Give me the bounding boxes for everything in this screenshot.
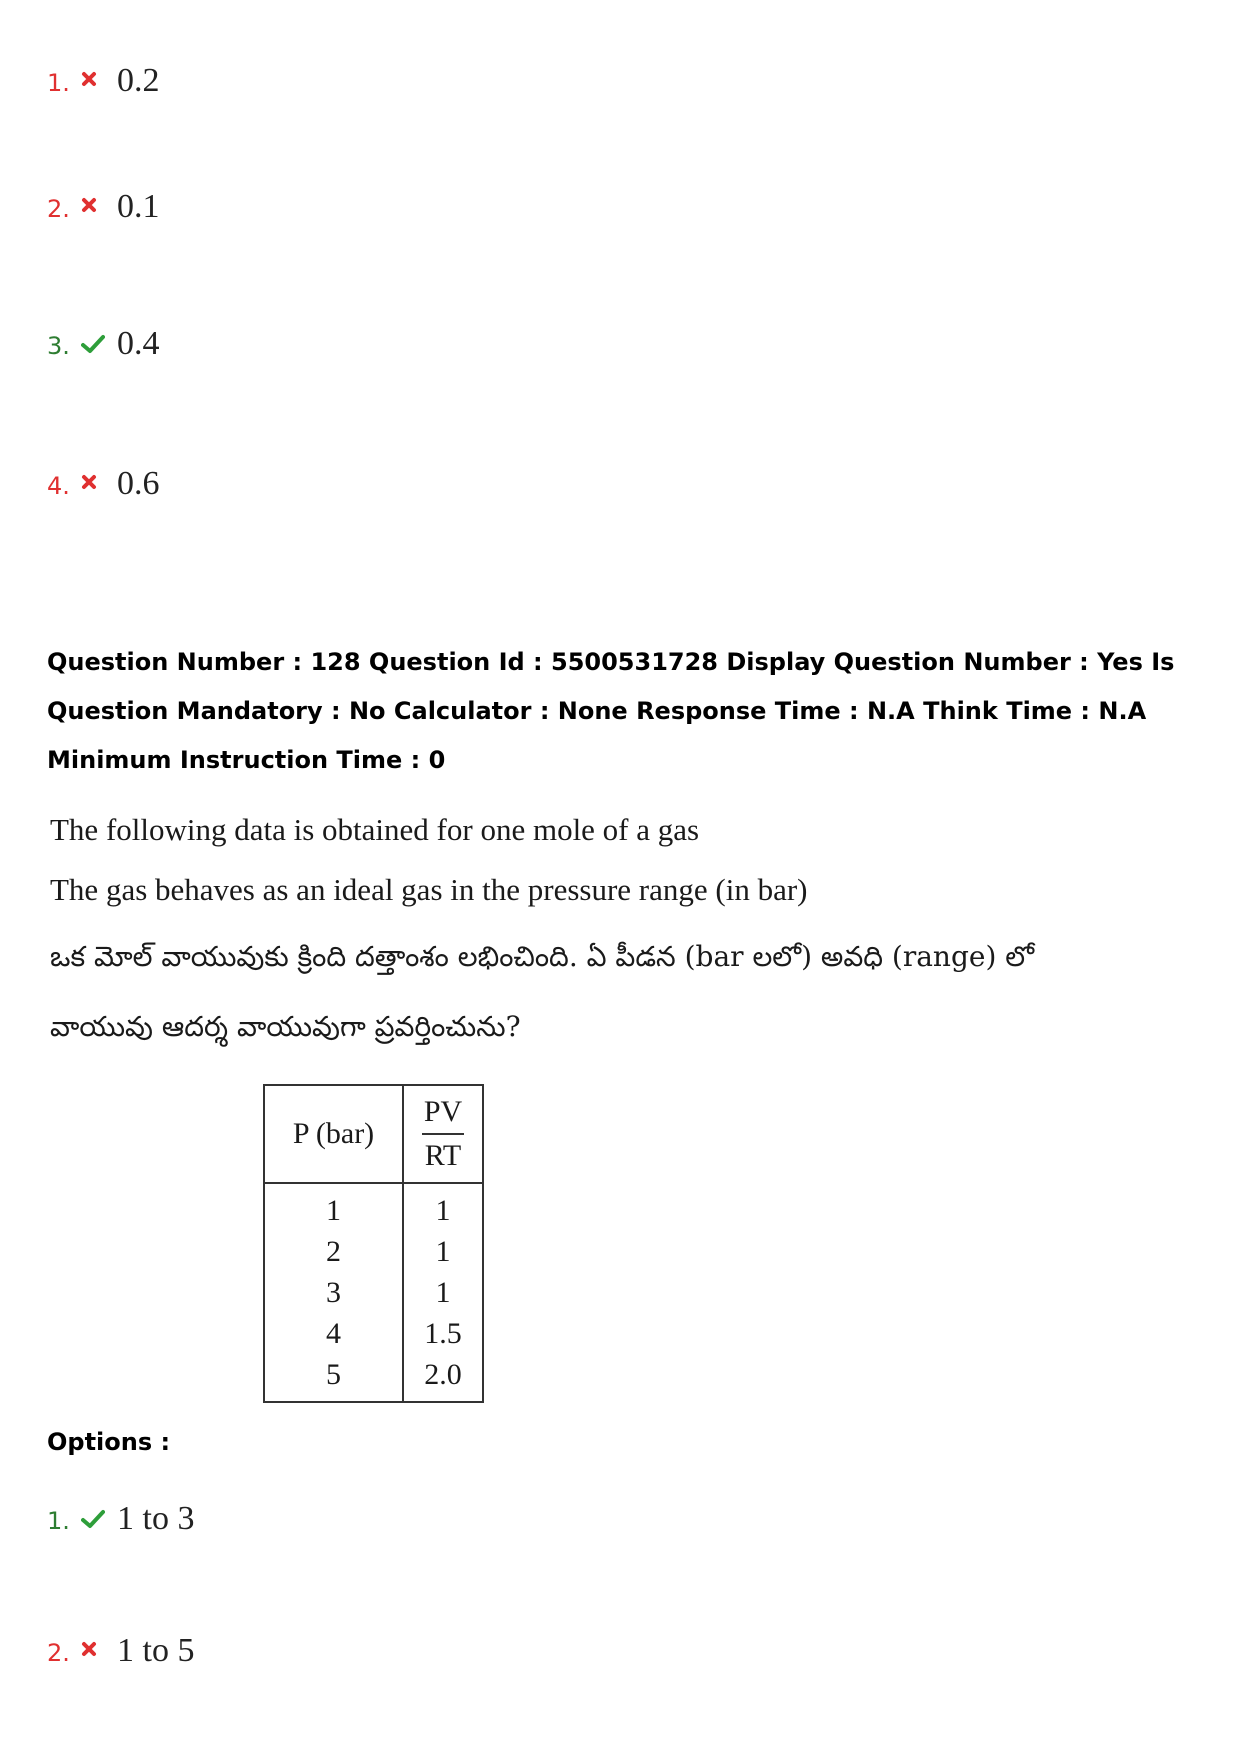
prev-option-4	[47, 465, 160, 503]
option-number: 1.	[47, 69, 70, 97]
fraction-numerator: PV	[422, 1095, 464, 1135]
table-row	[264, 1272, 483, 1313]
table-cell: 1	[403, 1231, 483, 1272]
check-icon	[81, 1509, 107, 1531]
option-number: 1.	[47, 1507, 70, 1535]
prev-option-2	[47, 188, 160, 226]
table-cell: 1.5	[403, 1313, 483, 1354]
fraction-denominator: RT	[424, 1139, 462, 1172]
option-value: 0.2	[117, 62, 160, 99]
option-2	[47, 1632, 194, 1670]
option-number: 4.	[47, 472, 70, 500]
question-line-3: ఒక మోల్ వాయువుకు క్రింది దత్తాంశం లభించింది. ఏ పీడన (bar లలో) అవధి (range) లో	[50, 940, 1035, 973]
table-cell: 4	[264, 1313, 403, 1354]
option-number: 3.	[47, 332, 70, 360]
table-header-pv-rt	[403, 1085, 483, 1183]
cross-icon	[81, 197, 107, 219]
option-value: 1 to 3	[117, 1500, 195, 1537]
table-cell: 3	[264, 1272, 403, 1313]
table-row	[264, 1183, 483, 1231]
table-cell: 1	[403, 1183, 483, 1231]
prev-option-1	[47, 62, 160, 100]
cross-icon	[81, 1641, 107, 1663]
cross-icon	[81, 474, 107, 496]
table-row	[264, 1231, 483, 1272]
prev-option-3	[47, 325, 160, 363]
option-value: 0.6	[117, 465, 160, 502]
cross-icon	[81, 71, 107, 93]
option-number: 2.	[47, 195, 70, 223]
option-number: 2.	[47, 1639, 70, 1667]
table-cell: 2	[264, 1231, 403, 1272]
option-1	[47, 1500, 194, 1538]
table-row	[264, 1313, 483, 1354]
question-line-2: The gas behaves as an ideal gas in the pressure range (in bar)	[50, 872, 808, 907]
table-cell: 1	[403, 1272, 483, 1313]
table-cell: 1	[264, 1183, 403, 1231]
table-cell: 2.0	[403, 1354, 483, 1402]
options-label: Options :	[47, 1428, 171, 1456]
question-line-1: The following data is obtained for one mole of a gas	[50, 812, 700, 847]
question-meta: Question Number : 128 Question Id : 5500531728 Display Question Number : Yes Is Question Mandatory : No Calculator : None Response Time : N.A Think Time : N.A Minimum Instruction Time : 0	[47, 648, 1175, 774]
table-row	[264, 1354, 483, 1402]
question-line-4: వాయువు ఆదర్శ వాయువుగా ప్రవర్తించును?	[50, 1010, 521, 1043]
option-value: 0.1	[117, 188, 160, 225]
option-value: 0.4	[117, 325, 160, 362]
check-icon	[81, 334, 107, 356]
table-cell: 5	[264, 1354, 403, 1402]
data-table	[263, 1084, 484, 1403]
option-value: 1 to 5	[117, 1632, 195, 1669]
table-header-pressure: P (bar)	[264, 1085, 403, 1183]
